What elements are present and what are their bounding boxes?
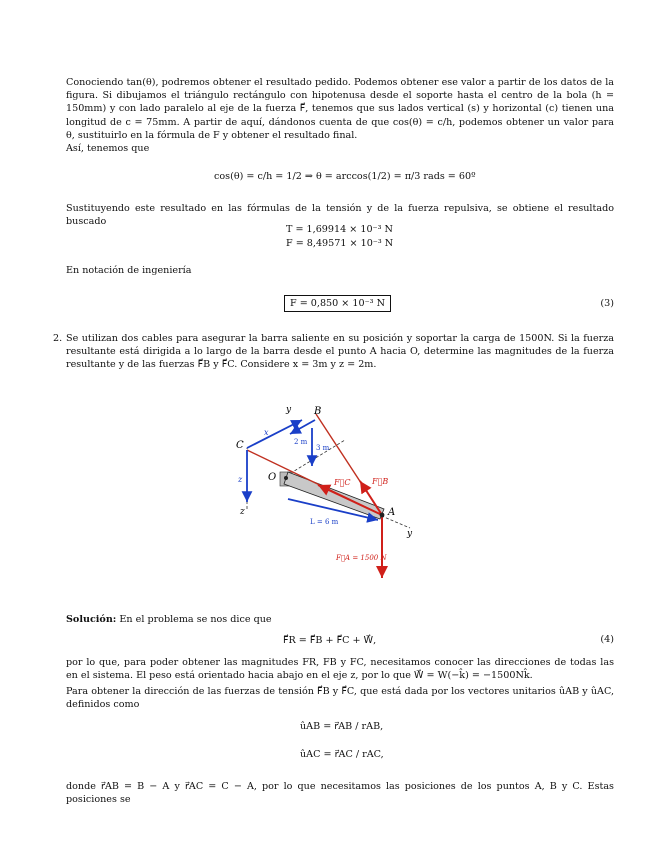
equation-cos-theta: cos(θ) = c/h = 1/2 ⇒ θ = arccos(1/2) = π/3 rads = 60º: [214, 171, 476, 182]
label-FC: F⃗C: [334, 478, 351, 487]
label-C: C: [236, 440, 244, 451]
equation-uAC: ûAC = r⃗AC / rAC,: [300, 749, 384, 760]
solution-paragraph-3: Para obtener la dirección de las fuerzas de tensión F⃗B y F⃗C, que está dada por los vectores unitarios ûAB y ûAC, definidos como: [66, 686, 614, 711]
solution-paragraph-4: donde r⃗AB = B − A y r⃗AC = C − A, por lo que necesitamos las posiciones de los puntos A, B y C. Estas posiciones se: [66, 781, 614, 806]
label-B: B: [314, 406, 322, 417]
label-O: O: [268, 472, 277, 483]
label-A: A: [388, 507, 396, 518]
label-3m: 3 m: [316, 444, 330, 452]
equation-force: F = 8,49571 × 10⁻³ N: [286, 238, 394, 249]
label-2m: 2 m: [294, 438, 308, 446]
point-A: [380, 513, 385, 518]
point-O: [284, 476, 288, 480]
intro-paragraph-2: Así, tenemos que: [66, 143, 150, 154]
label-FB: F⃗B: [372, 477, 389, 486]
equation-tension: T = 1,69914 × 10⁻³ N: [286, 224, 393, 235]
solution-paragraph-2: por lo que, para poder obtener las magnitudes FR, FB y FC, necesitamos conocer las direcciones de todas las en el sistema. El peso está orientado hacia abajo en el eje z, por lo que W⃗ = W(−k̂) = −1500Nk̂.: [66, 657, 614, 682]
equation-number-3: (3): [600, 298, 614, 309]
problem-figure: [220, 398, 430, 588]
equation-number-4: (4): [600, 634, 614, 645]
solution-intro-text: En el problema se nos dice que: [119, 614, 272, 625]
label-FA: F⃗A = 1500 N: [336, 554, 387, 562]
intro-paragraph-1: Conociendo tan(θ), podremos obtener el resultado pedido. Podemos obtener ese valor a partir de los datos de la figura. Si dibujamos el triángulo rectángulo con hipotenusa desde el soporte hasta el centro de la bola (h = 150mm) y con lado paralelo al eje de la fuerza F⃗, tenemos que sus lados vertical (s) y horizontal (c) tienen una longitud de c = 75mm. A partir de aquí, dándonos cuenta de que cos(θ) = c/h, podemos obtener un valor para θ, sustituirlo en la fórmula de F y obtener el resultado final.: [66, 77, 614, 141]
label-x-top: y: [286, 405, 292, 415]
label-6m: L = 6 m: [310, 518, 339, 526]
label-x-cable: x: [264, 428, 269, 437]
intro-paragraph-3: Sustituyendo este resultado en las fórmulas de la tensión y de la fuerza repulsiva, se obtiene el resultado buscado: [66, 203, 614, 228]
problem-number: 2.: [53, 333, 63, 344]
label-y-axis: y: [407, 529, 413, 539]
label-z-axis: z: [240, 507, 245, 517]
equation-4: F⃗R = F⃗B + F⃗C + W⃗,: [283, 635, 377, 646]
problem-statement: Se utilizan dos cables para asegurar la barra saliente en su posición y soportar la carga de 1500N. Si la fuerza resultante está dirigida a lo largo de la barra desde el punto A hacia O, determine las magnitudes de la fuerza resultante y de las fuerzas F⃗B y F⃗C. Considere x = 3m y z = 2m.: [66, 333, 614, 371]
boxed-result: F = 0,850 × 10⁻³ N: [284, 295, 391, 312]
equation-uAB: ûAB = r⃗AB / rAB,: [300, 721, 384, 732]
label-z-side: z: [238, 475, 243, 484]
solution-paragraph-1: [66, 613, 614, 626]
solution-heading: Solución:: [66, 614, 117, 625]
intro-paragraph-4: En notación de ingeniería: [66, 265, 192, 276]
